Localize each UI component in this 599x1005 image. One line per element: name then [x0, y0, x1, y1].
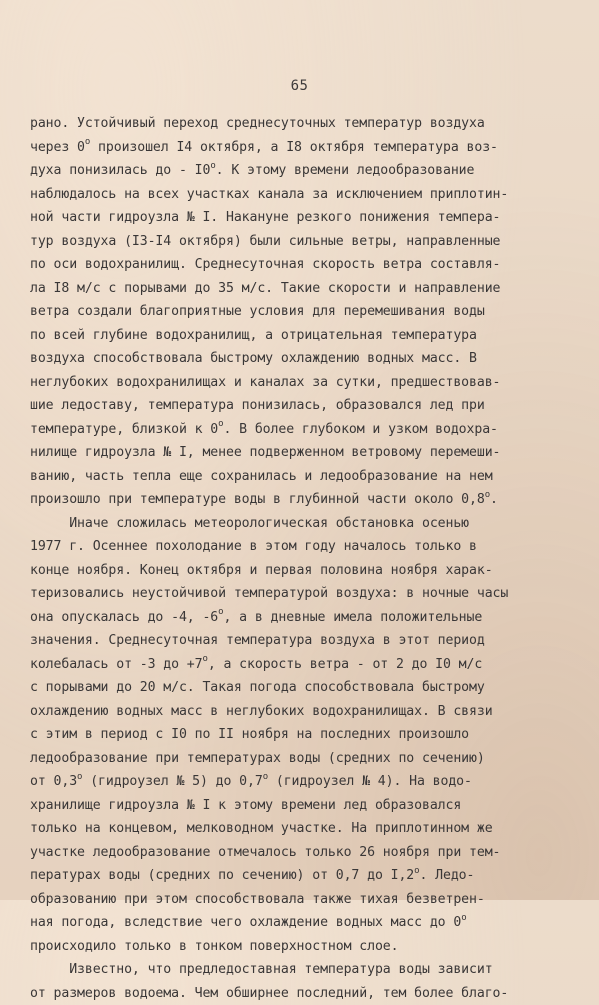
text-line: колебалась от -3 до $+7^о$, а скорость ветра - от 2 до I0 м/с [30, 653, 580, 677]
text-line: 1977 г. Осеннее похолодание в этом году началось только в [30, 535, 580, 559]
text-line: ная погода, вследствие чего охлаждение водных масс до $0^о$ [30, 911, 580, 935]
text-line: значения. Среднесуточная температура воздуха в этот период [30, 629, 580, 653]
text-line: через $0^о$ произошел I4 октября, а I8 октября температура воз- [30, 136, 580, 160]
degree-superscript: о [263, 772, 268, 782]
text-line: наблюдалось на всех участках канала за исключением приплотин- [30, 183, 580, 207]
text-line: от $0,3^о$ (гидроузел № 5) до $0,7^о$ (гидроузел № 4). На водо- [30, 770, 580, 794]
text-line: духа понизилась до - $I0^о$. К этому времени ледообразование [30, 159, 580, 183]
text-line: с порывами до 20 м/с. Такая погода способствовала быстрому [30, 676, 580, 700]
body-text [30, 112, 580, 1005]
text-line: охлаждению водных масс в неглубоких водохранилищах. В связи [30, 700, 580, 724]
degree-superscript: о [210, 161, 215, 171]
text-line: Иначе сложилась метеорологическая обстановка осенью [30, 512, 580, 536]
text-line: неглубоких водохранилищах и каналах за сутки, предшествовав- [30, 371, 580, 395]
text-line: воздуха способствовала быстрому охлаждению водных масс. В [30, 347, 580, 371]
text-line: ла I8 м/с с порывами до 35 м/с. Такие скорости и направление [30, 277, 580, 301]
text-line: только на концевом, мелководном участке. На приплотинном же [30, 817, 580, 841]
text-line: она опускалась до -4, $-6^о$, а в дневные имела положительные [30, 606, 580, 630]
text-line: с этим в период с I0 по II ноября на последних произошло [30, 723, 580, 747]
degree-superscript: о [85, 137, 90, 147]
text-line: теризовались неустойчивой температурой воздуха: в ночные часы [30, 582, 580, 606]
text-line: по всей глубине водохранилищ, а отрицательная температура [30, 324, 580, 348]
text-line: хранилище гидроузла № I к этому времени лед образовался [30, 794, 580, 818]
text-line: ледообразование при температурах воды (средних по сечению) [30, 747, 580, 771]
text-line: ванию, часть тепла еще сохранилась и ледообразование на нем [30, 465, 580, 489]
text-line: температуре, близкой к $0^о$. В более глубоком и узком водохра- [30, 418, 580, 442]
text-line: по оси водохранилищ. Среднесуточная скорость ветра составля- [30, 253, 580, 277]
text-line: произошло при температуре воды в глубинной части около $0,8^о$. [30, 488, 580, 512]
degree-superscript: о [77, 772, 82, 782]
text-line: Известно, что предледоставная температура воды зависит [30, 958, 580, 982]
text-line: образованию при этом способствовала также тихая безветрен- [30, 888, 580, 912]
text-line: тур воздуха (I3-I4 октября) были сильные ветры, направленные [30, 230, 580, 254]
degree-superscript: о [414, 866, 419, 876]
degree-superscript: о [202, 654, 207, 664]
text-line: нилище гидроузла № I, менее подверженном ветровому перемеши- [30, 441, 580, 465]
degree-superscript: о [461, 913, 466, 923]
text-line: пературах воды (средних по сечению) от 0,7 до $I,2^о$. Ледо- [30, 864, 580, 888]
text-line: конце ноября. Конец октября и первая половина ноября харак- [30, 559, 580, 583]
text-line: от размеров водоема. Чем обширнее последний, тем более благо- [30, 982, 580, 1005]
text-line: происходило только в тонком поверхностном слое. [30, 935, 580, 959]
text-line: рано. Устойчивый переход среднесуточных температур воздуха [30, 112, 580, 136]
text-line: ной части гидроузла № I. Накануне резкого понижения темпера- [30, 206, 580, 230]
text-line: шие ледоставу, температура понизилась, образовался лед при [30, 394, 580, 418]
page-number: 65 [0, 78, 599, 94]
text-line: участке ледообразование отмечалось только 26 ноября при тем- [30, 841, 580, 865]
text-line: ветра создали благоприятные условия для перемешивания воды [30, 300, 580, 324]
degree-superscript: о [218, 419, 223, 429]
degree-superscript: о [485, 490, 490, 500]
degree-superscript: о [218, 607, 223, 617]
